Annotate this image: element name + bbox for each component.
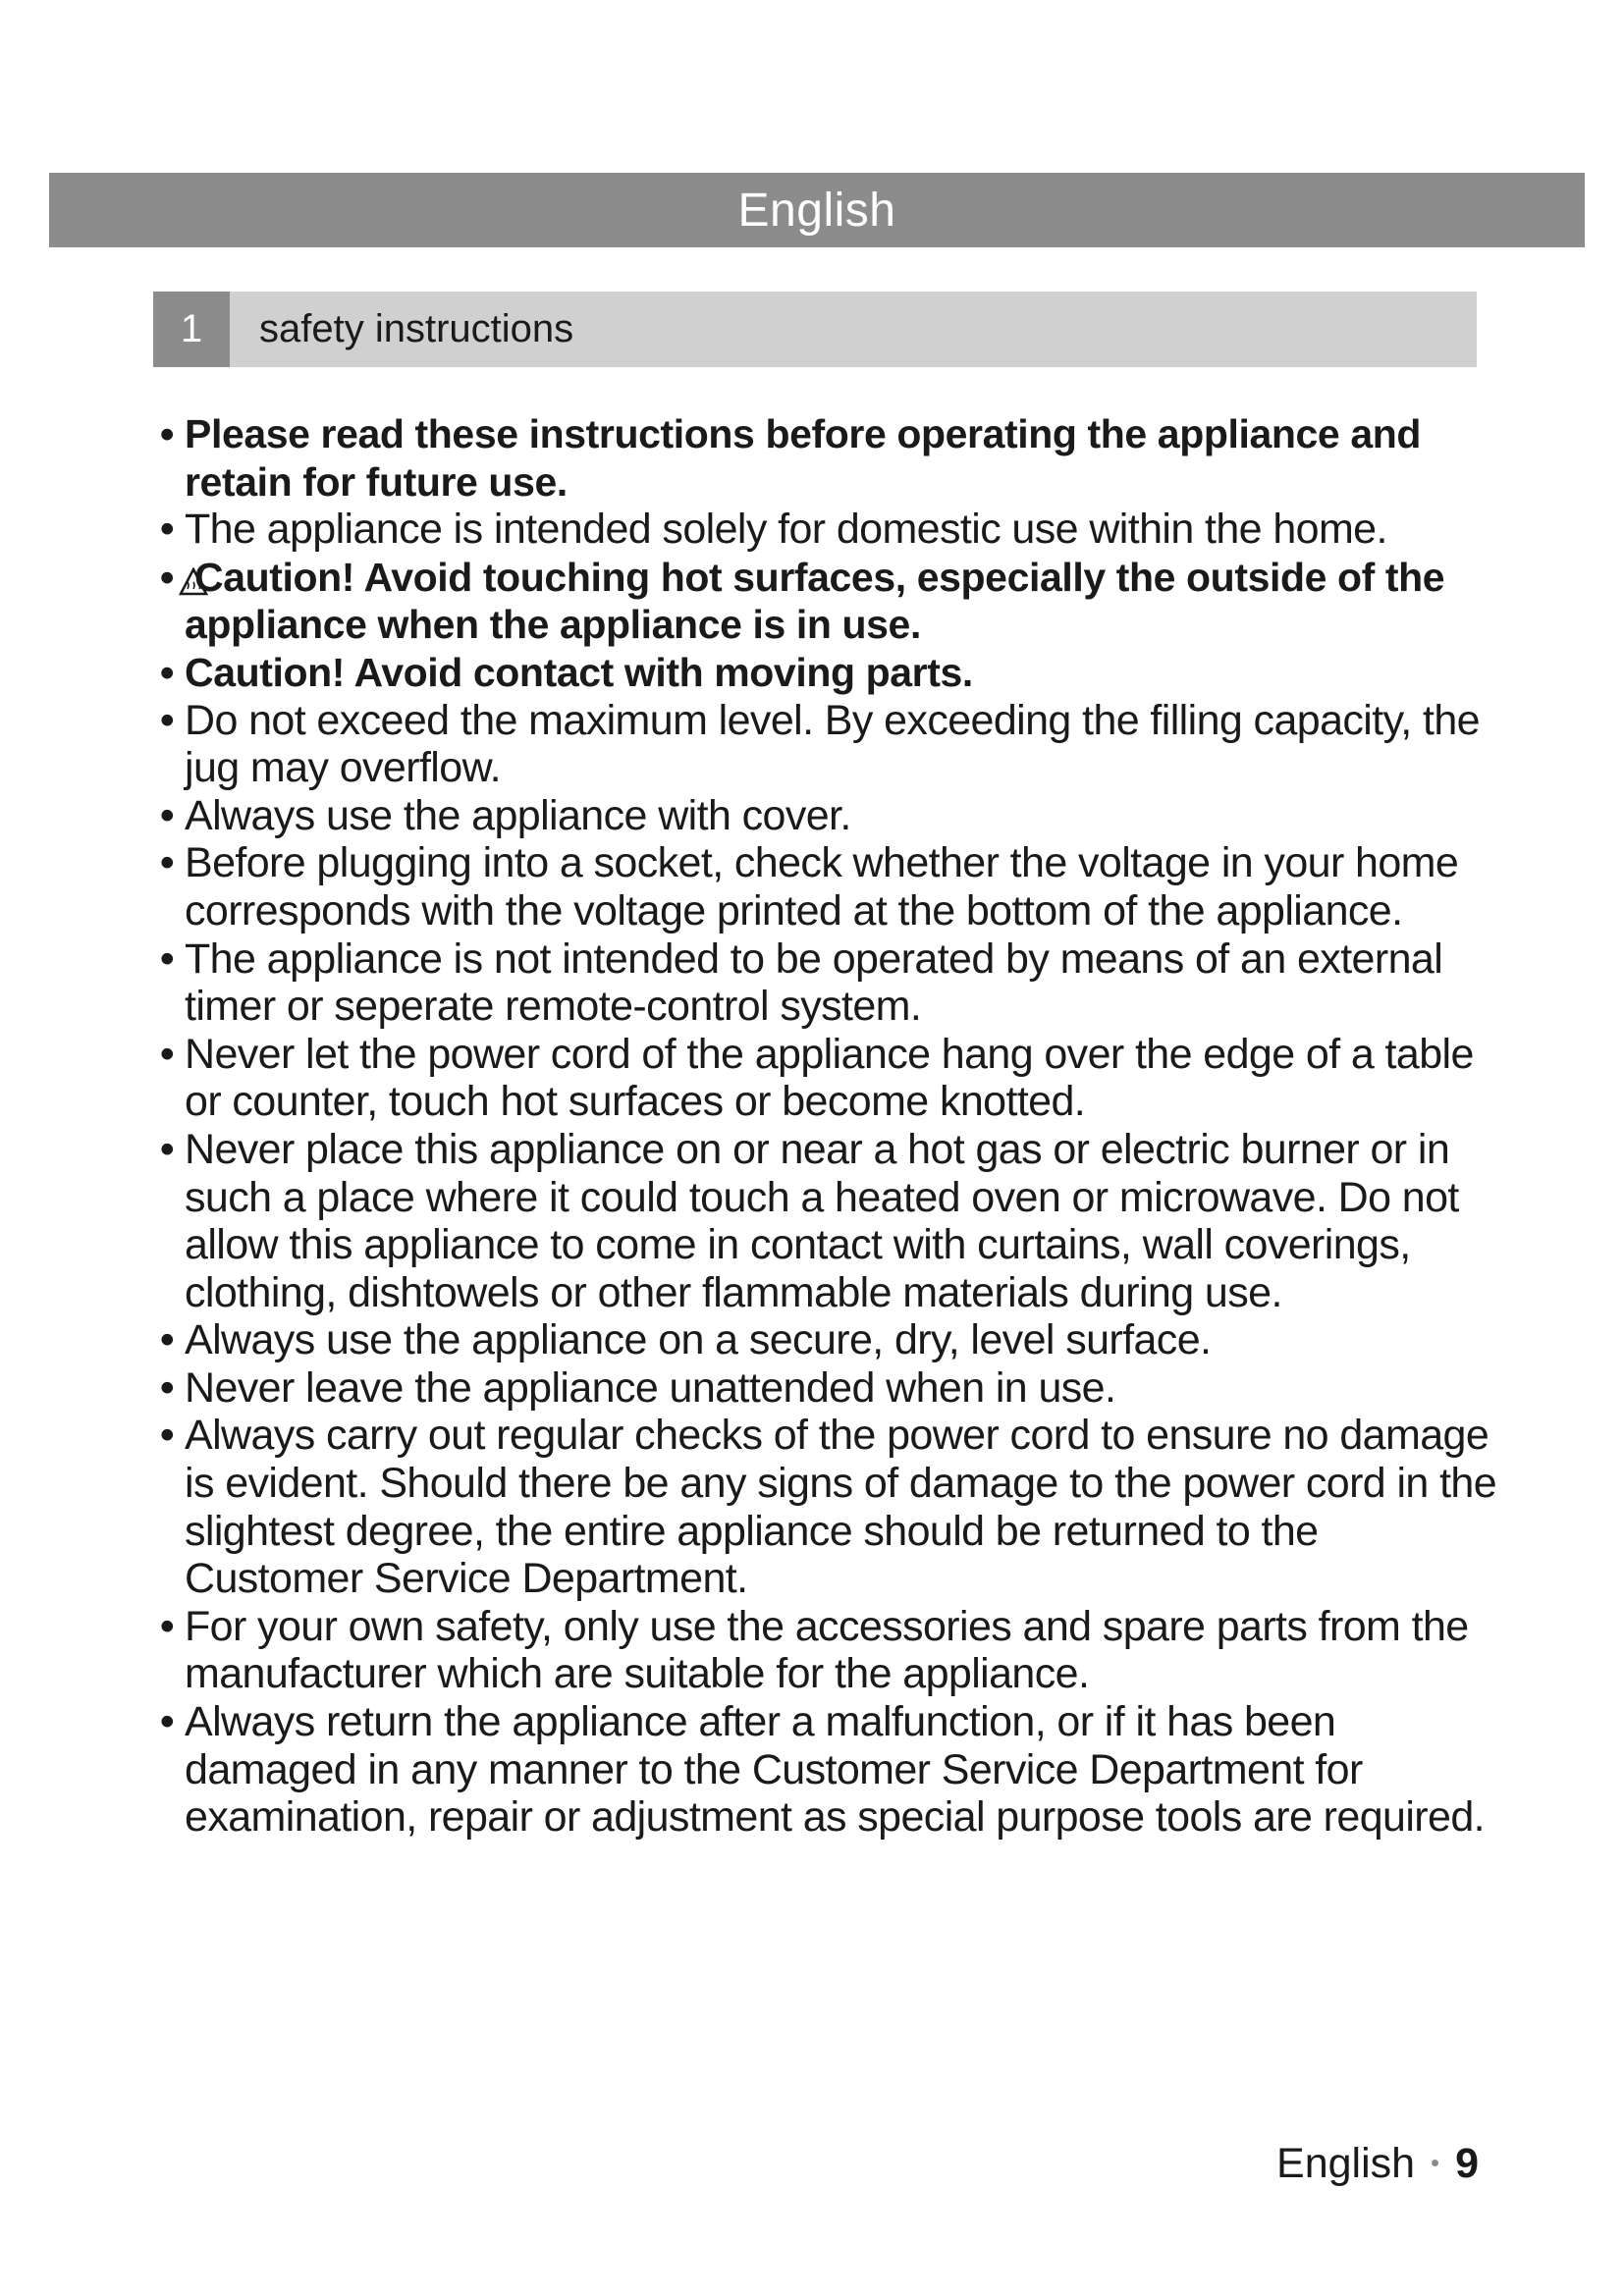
safety-instructions-list <box>153 410 1498 1842</box>
instruction-item <box>153 1031 1498 1126</box>
instruction-item <box>153 1412 1498 1602</box>
bullet-icon: • <box>159 696 175 744</box>
instruction-text: Never place this appliance on or near a hot gas or electric burner or in such a place where it could touch a heated oven or microwave. Do not allow this appliance to come in contact with curtains, wall coverings, clothing, dishtowels or other flammable materials during use. <box>185 1125 1459 1316</box>
instruction-item <box>153 697 1498 792</box>
instruction-text: Please read these instructions before operating the appliance and retain for future use. <box>185 411 1422 505</box>
page-footer <box>1276 2140 1479 2188</box>
footer-language: English <box>1276 2140 1416 2187</box>
instruction-item <box>153 1364 1498 1413</box>
page-number: 9 <box>1455 2140 1479 2187</box>
instruction-text: Do not exceed the maximum level. By exceeding the filling capacity, the jug may overflow. <box>185 696 1480 792</box>
bullet-icon: • <box>159 839 175 887</box>
hot-surface-warning-icon <box>179 560 208 589</box>
instruction-item <box>153 506 1498 554</box>
instruction-item <box>153 1126 1498 1316</box>
bullet-icon: • <box>160 649 174 695</box>
bullet-icon: • <box>159 1030 175 1078</box>
language-banner <box>49 173 1585 247</box>
bullet-icon: • <box>159 506 175 554</box>
section-title: safety instructions <box>259 307 574 350</box>
bullet-icon: • <box>159 1125 175 1173</box>
instruction-item <box>153 792 1498 840</box>
bullet-icon: • <box>160 554 174 600</box>
bullet-icon: • <box>160 411 174 456</box>
instruction-text: For your own safety, only use the accessories and spare parts from the manufacturer which are suitable for the appliance. <box>185 1602 1469 1698</box>
bullet-icon: • <box>159 791 175 839</box>
instruction-text: Never leave the appliance unattended when in use. <box>185 1363 1116 1412</box>
instruction-text: The appliance is intended solely for domestic use within the home. <box>185 506 1387 554</box>
instruction-text: Always use the appliance with cover. <box>185 791 851 839</box>
instruction-text: Always use the appliance on a secure, dry, level surface. <box>185 1316 1212 1364</box>
instruction-text: Caution! Avoid contact with moving parts. <box>185 649 973 695</box>
instruction-item <box>153 1316 1498 1364</box>
section-number: 1 <box>153 292 230 367</box>
bullet-icon: • <box>159 1412 175 1460</box>
bullet-icon: • <box>159 1698 175 1746</box>
instruction-text: Caution! Avoid touching hot surfaces, especially the outside of the appliance when the appliance is in use. <box>185 554 1445 648</box>
instruction-text: The appliance is not intended to be operated by means of an external timer or seperate remote-control system. <box>185 934 1443 1031</box>
instruction-item <box>153 839 1498 934</box>
bullet-icon: • <box>159 1602 175 1650</box>
bullet-icon: • <box>159 1363 175 1412</box>
instruction-item <box>153 410 1498 506</box>
instruction-item <box>153 1603 1498 1698</box>
section-header <box>153 292 1477 367</box>
language-banner-title: English <box>737 184 896 237</box>
instruction-text: Always return the appliance after a malfunction, or if it has been damaged in any manner to the Customer Service Department for examination, repair or adjustment as special purpose tools are required. <box>185 1698 1485 1842</box>
instruction-item <box>153 1698 1498 1842</box>
instruction-item <box>153 554 1498 649</box>
bullet-icon: • <box>159 934 175 983</box>
instruction-text: Before plugging into a socket, check whether the voltage in your home corresponds with the voltage printed at the bottom of the appliance. <box>185 839 1459 934</box>
footer-separator: • <box>1431 2148 1440 2177</box>
bullet-icon: • <box>159 1316 175 1364</box>
instruction-item <box>153 935 1498 1031</box>
instruction-text: Always carry out regular checks of the power cord to ensure no damage is evident. Should there be any signs of damage to the power cord in the slightest degree, the entire appliance should be returned to the Customer Service Department. <box>185 1412 1497 1603</box>
instruction-item <box>153 649 1498 697</box>
instruction-text: Never let the power cord of the appliance hang over the edge of a table or counter, touch hot surfaces or become knotted. <box>185 1030 1474 1126</box>
